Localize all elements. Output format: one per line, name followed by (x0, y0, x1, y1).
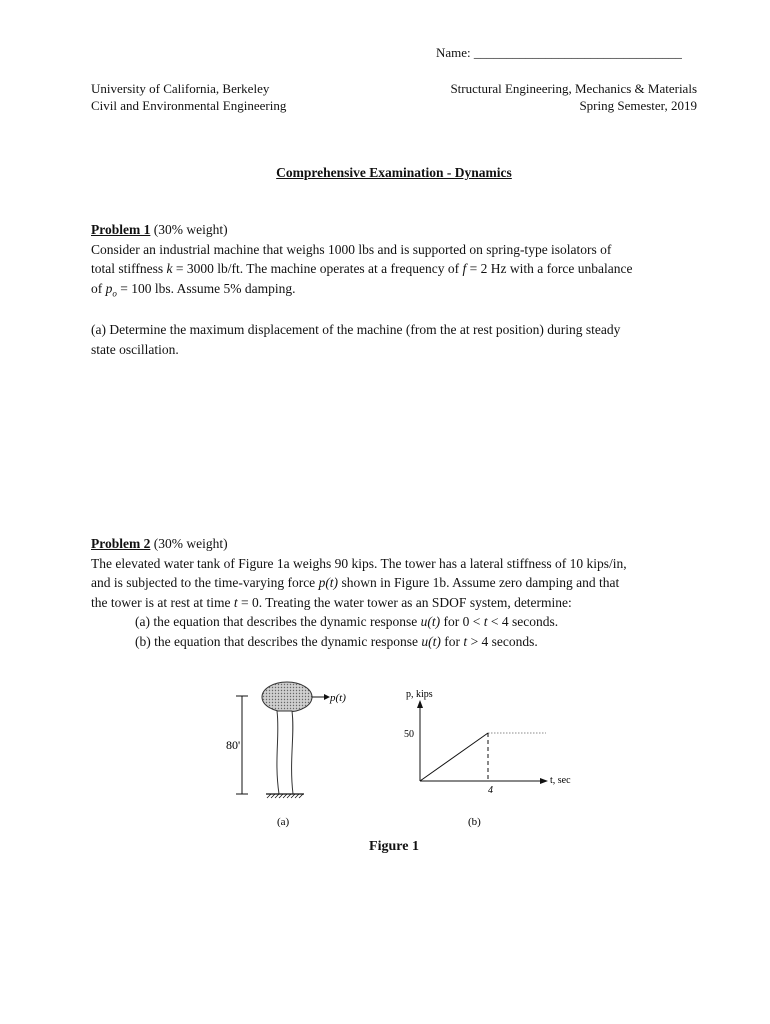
y-axis-label: p, kips (406, 689, 433, 700)
y-tick-label: 50 (404, 729, 414, 740)
header-right (450, 80, 697, 114)
part-a-line1: (a) Determine the maximum displacement of the machine (from the at rest position) during steady (91, 322, 621, 337)
x-tick-label: 4 (488, 785, 493, 796)
force-ramp-line (420, 733, 488, 781)
problem-1-text-line2: total stiffness k = 3000 lb/ft. The machine operates at a frequency of f = 2 Hz with a force unbalance (91, 261, 633, 277)
figure-title: Figure 1 (369, 839, 419, 854)
name-field: Name: ________________________________ (436, 45, 682, 60)
problem-1-text-line1: Consider an industrial machine that weighs 1000 lbs and is supported on spring-type isolators of (91, 241, 612, 257)
semester: Spring Semester, 2019 (579, 98, 697, 113)
subfigure-b-label: (b) (468, 816, 481, 828)
exam-title: Comprehensive Examination - Dynamics (276, 165, 512, 180)
problem-1-label: Problem 1 (91, 222, 151, 237)
problem-2-weight: (30% weight) (150, 536, 228, 551)
problem-2-item-a: (a) the equation that describes the dynamic response u(t) for 0 < t < 4 seconds. (135, 614, 559, 630)
header-left (91, 80, 286, 114)
program-name: Structural Engineering, Mechanics & Materials (450, 81, 697, 96)
problem-2-item-b: (b) the equation that describes the dynamic response u(t) for t > 4 seconds. (135, 633, 538, 649)
problem-1-weight: (30% weight) (150, 222, 228, 237)
problem-1-part-a (91, 320, 711, 359)
problem-1-text-line3: of $p_o = 100$ lbs. Assume 5% damping. (91, 280, 296, 299)
department-name: Civil and Environmental Engineering (91, 98, 287, 113)
problem-2-text-line2: and is subjected to the time-varying force p(t) shown in Figure 1b. Assume zero damping and that (91, 575, 620, 591)
force-time-plot (404, 689, 571, 828)
problem-2-text-line3: the tower is at rest at time t = 0. Treating the water tower as an SDOF system, determine: (91, 594, 572, 610)
tower-column (277, 711, 293, 794)
part-a-line2: state oscillation. (91, 341, 179, 357)
figure-1 (220, 680, 600, 840)
water-tower-diagram (226, 682, 346, 828)
problem-2-text-line1: The elevated water tank of Figure 1a weighs 90 kips. The tower has a lateral stiffness of 10 kips/in, (91, 555, 627, 571)
problem-2 (91, 534, 711, 652)
y-axis-arrow (417, 700, 423, 708)
subfigure-a-label: (a) (277, 816, 290, 828)
university-name: University of California, Berkeley (91, 81, 270, 96)
problem-2-label: Problem 2 (91, 536, 151, 551)
height-label: 80' (226, 738, 241, 752)
problem-1 (91, 220, 711, 304)
x-axis-arrow (540, 778, 548, 784)
tank-body (262, 682, 312, 712)
force-label: p(t) (330, 692, 346, 704)
x-axis-label: t, sec (550, 775, 571, 786)
